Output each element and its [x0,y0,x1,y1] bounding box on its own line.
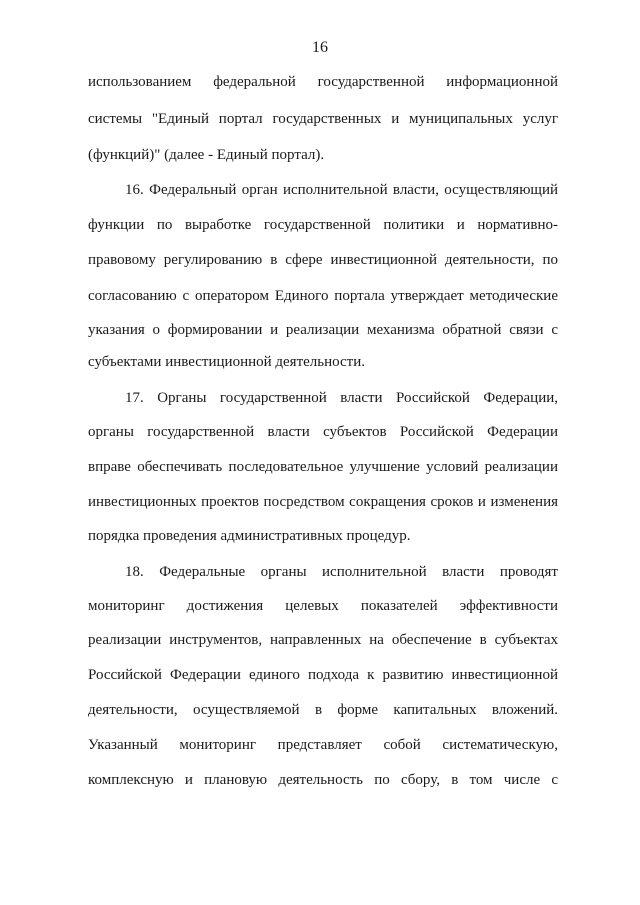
text-line: Указанный мониторинг представляет собой систематическую, [88,737,558,753]
text-line: порядка проведения административных процедур. [88,528,411,544]
text-line: правовому регулированию в сфере инвестиционной деятельности, по [88,252,558,268]
text-line: функции по выработке государственной политики и нормативно- [88,217,558,233]
text-line: использованием федеральной государственной информационной [88,74,558,90]
text-line: субъектами инвестиционной деятельности. [88,354,366,370]
page-number: 16 [312,39,328,56]
text-line: (функций)" (далее - Единый портал). [88,147,325,163]
text-line: вправе обеспечивать последовательное улучшение условий реализации [88,459,558,475]
text-line: системы "Единый портал государственных и муниципальных услуг [88,111,558,127]
text-line: 17. Органы государственной власти Российской Федерации, [125,390,558,406]
text-line: 16. Федеральный орган исполнительной власти, осуществляющий [125,182,558,198]
text-line: мониторинг достижения целевых показателей эффективности [88,598,558,614]
text-line: 18. Федеральные органы исполнительной власти проводят [125,564,558,580]
text-line: деятельности, осуществляемой в форме капитальных вложений. [88,702,558,718]
text-line: реализации инструментов, направленных на обеспечение в субъектах [88,632,558,648]
text-line: органы государственной власти субъектов Российской Федерации [88,424,558,440]
text-line: согласованию с оператором Единого портала утверждает методические [88,288,558,304]
text-line: указания о формировании и реализации механизма обратной связи с [88,322,558,338]
text-line: Российской Федерации единого подхода к развитию инвестиционной [88,667,558,683]
text-line: комплексную и плановую деятельность по сбору, в том числе с [88,772,558,788]
text-line: инвестиционных проектов посредством сокращения сроков и изменения [88,494,558,510]
